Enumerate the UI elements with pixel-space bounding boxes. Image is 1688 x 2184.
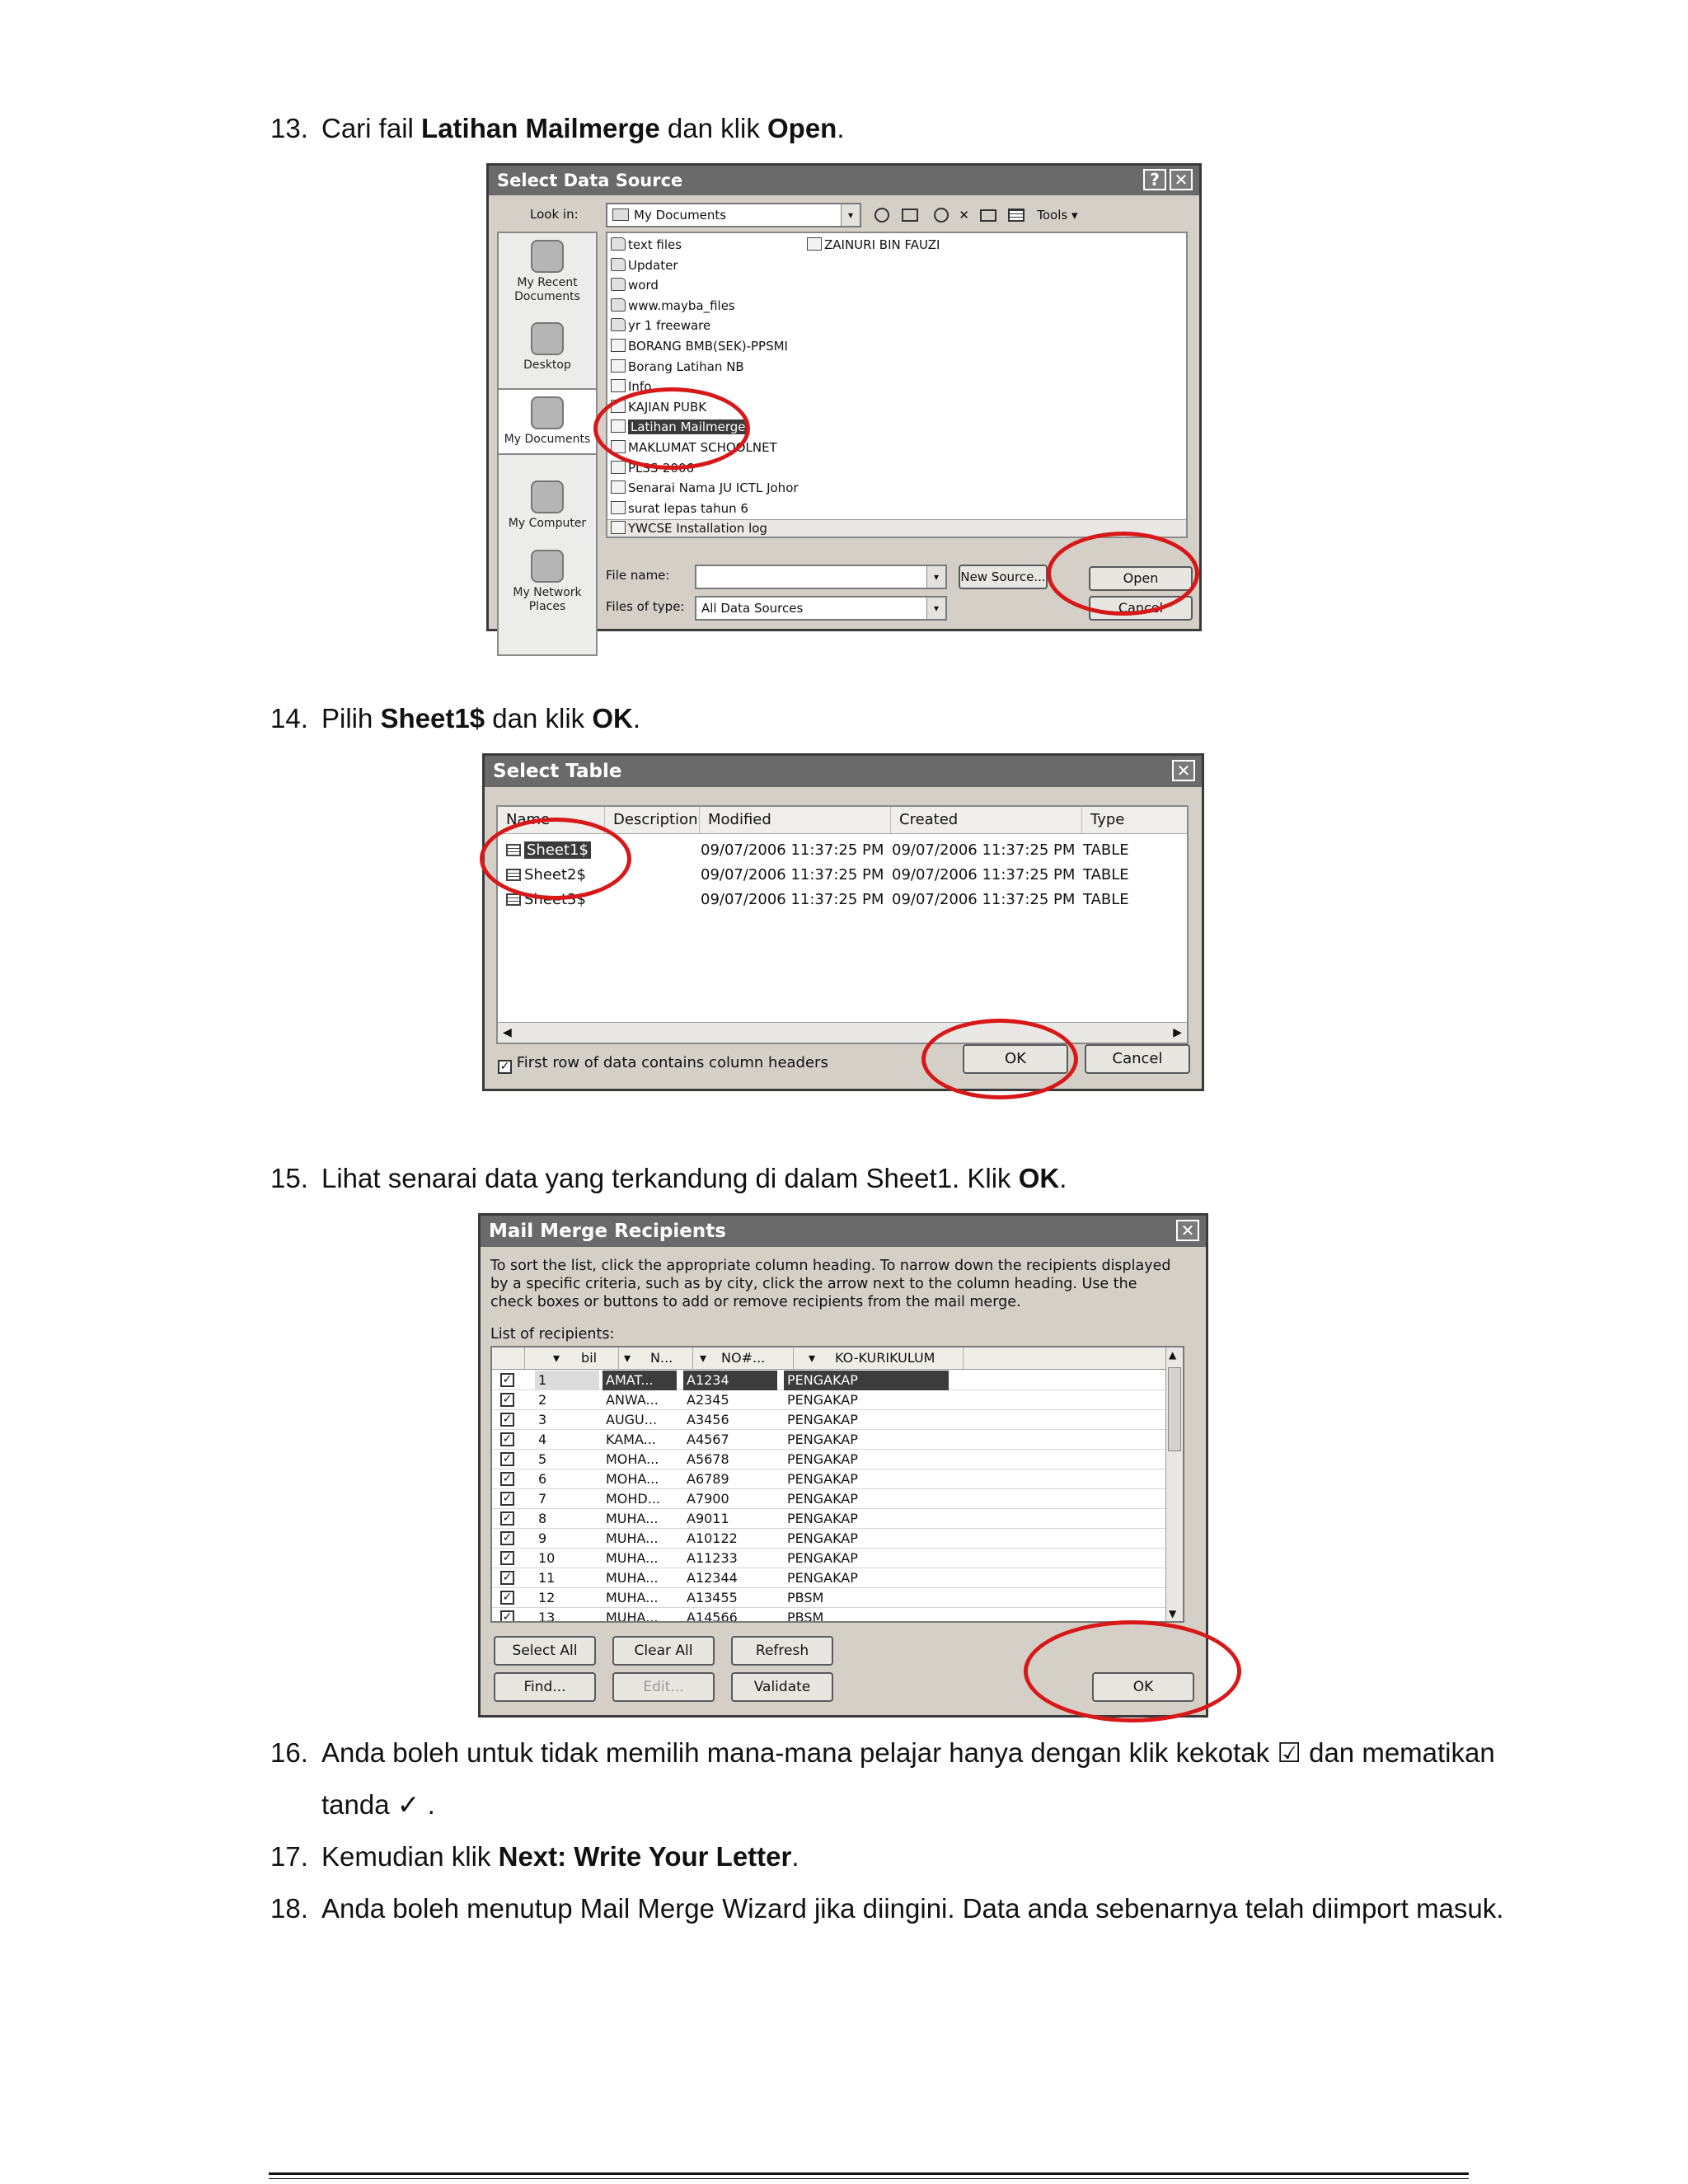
file-item[interactable]: BORANG BMB(SEK)-PPSMI xyxy=(611,336,788,356)
views-icon[interactable] xyxy=(1008,209,1025,222)
table-cell-created: 09/07/2006 11:37:25 PM xyxy=(892,891,1076,908)
new-folder-icon[interactable] xyxy=(980,209,996,222)
dialog-title: Select Table xyxy=(485,756,1202,787)
recipient-checkbox[interactable]: ✓ xyxy=(500,1531,514,1545)
horizontal-scrollbar[interactable] xyxy=(498,1022,1187,1043)
table-cell-type: TABLE xyxy=(1083,866,1129,883)
recipient-checkbox[interactable]: ✓ xyxy=(500,1551,514,1565)
up-folder-icon[interactable] xyxy=(902,209,918,222)
recipients-list[interactable] xyxy=(490,1346,1184,1623)
recipient-cell-bil: 11 xyxy=(538,1570,556,1586)
filter-arrow-icon[interactable]: ▾ xyxy=(700,1350,707,1366)
footer-rule xyxy=(269,2172,1469,2175)
step-14: 14. Pilih Sheet1$ dan klik OK. xyxy=(270,703,641,733)
recipient-row[interactable] xyxy=(492,1489,1168,1509)
recipient-cell-no: A14566 xyxy=(687,1610,738,1623)
chevron-down-icon: ▾ xyxy=(926,598,945,619)
recipient-cell-bil: 3 xyxy=(538,1412,547,1427)
document-icon xyxy=(611,480,626,494)
cancel-button[interactable]: Cancel xyxy=(1089,596,1193,621)
recipient-cell-n: MOHA... xyxy=(606,1471,659,1487)
recipient-cell-ko: PENGAKAP xyxy=(787,1491,858,1507)
col-bil[interactable]: ▾ bil xyxy=(525,1347,619,1369)
folder-icon xyxy=(611,258,626,271)
tools-menu[interactable]: Tools ▾ xyxy=(1037,208,1078,223)
recipient-cell-ko: PENGAKAP xyxy=(787,1471,858,1487)
scroll-down-icon[interactable]: ▼ xyxy=(1169,1608,1177,1619)
recipient-row[interactable] xyxy=(492,1568,1168,1588)
recipient-cell-n: ANWA... xyxy=(606,1392,659,1408)
chevron-down-icon: ▾ xyxy=(841,204,860,226)
recipient-row[interactable] xyxy=(492,1430,1168,1450)
look-in-label: Look in: xyxy=(530,207,579,222)
help-button[interactable]: ? xyxy=(1143,169,1166,190)
recipient-cell-bil: 10 xyxy=(538,1550,556,1566)
my-documents-icon xyxy=(531,396,564,429)
folder-icon xyxy=(611,318,626,331)
recipient-cell-no: A6789 xyxy=(687,1471,729,1487)
recipient-cell-bil: 6 xyxy=(538,1471,547,1487)
table-name-cell: Sheet1$ xyxy=(506,838,591,863)
file-item[interactable]: PLSS-2006 xyxy=(611,458,694,478)
recipient-cell-bil: 1 xyxy=(535,1371,599,1390)
file-item[interactable]: word xyxy=(611,275,659,295)
document-icon xyxy=(611,339,626,352)
filter-arrow-icon[interactable]: ▾ xyxy=(553,1350,560,1366)
step-13: 13. Cari fail Latihan Mailmerge dan klik Open. xyxy=(270,113,845,143)
checkbox-checked[interactable]: ✓ xyxy=(498,1060,512,1074)
filter-arrow-icon[interactable]: ▾ xyxy=(809,1350,816,1366)
recipient-row[interactable] xyxy=(492,1469,1168,1489)
recipient-cell-n: MUHA... xyxy=(606,1550,659,1566)
recipient-row[interactable] xyxy=(492,1509,1168,1529)
recipient-cell-bil: 4 xyxy=(538,1432,547,1447)
recipient-cell-n: KAMA... xyxy=(606,1432,656,1447)
file-list[interactable] xyxy=(606,232,1188,538)
file-item[interactable]: surat lepas tahun 6 xyxy=(611,499,748,518)
recipient-cell-ko: PENGAKAP xyxy=(787,1550,858,1566)
files-of-type-label: Files of type: xyxy=(606,599,685,614)
scroll-thumb[interactable] xyxy=(1168,1367,1181,1451)
find-button[interactable]: Find... xyxy=(494,1672,596,1702)
recipient-checkbox[interactable]: ✓ xyxy=(500,1472,514,1486)
place-my-documents[interactable]: My Documents xyxy=(499,388,596,455)
recipient-row[interactable] xyxy=(492,1608,1168,1623)
recipient-row[interactable] xyxy=(492,1390,1168,1410)
col-ko-kurikulum[interactable]: ▾ KO-KURIKULUM xyxy=(794,1347,964,1369)
recipient-cell-n: MUHA... xyxy=(606,1511,659,1526)
step-18: 18. Anda boleh menutup Mail Merge Wizard jika diingini. Data anda sebenarnya telah diimport masuk. xyxy=(270,1893,1504,1924)
new-source-button[interactable]: New Source... xyxy=(959,565,1048,589)
place-my-recent-documents[interactable]: My Recent Documents xyxy=(499,240,596,304)
toolbar xyxy=(874,204,1078,227)
recipient-checkbox[interactable]: ✓ xyxy=(500,1413,514,1427)
place-my-computer[interactable]: My Computer xyxy=(499,480,596,531)
chevron-down-icon: ▾ xyxy=(926,566,945,588)
clear-all-button[interactable]: Clear All xyxy=(612,1636,715,1666)
recipient-row[interactable] xyxy=(492,1549,1168,1568)
open-button[interactable]: Open xyxy=(1089,566,1193,591)
recipient-cell-ko: PENGAKAP xyxy=(787,1392,858,1408)
table-name-cell: Sheet3$ xyxy=(506,888,586,912)
recipient-cell-ko: PBSM xyxy=(787,1610,824,1623)
recipient-cell-no: A13455 xyxy=(687,1590,738,1605)
recipient-cell-bil: 9 xyxy=(538,1530,547,1546)
step-15: 15. Lihat senarai data yang terkandung di dalam Sheet1. Klik OK. xyxy=(270,1163,1067,1193)
recipient-cell-ko: PENGAKAP xyxy=(787,1451,858,1467)
recipient-cell-bil: 13 xyxy=(538,1610,556,1623)
highlight-ring-sheet1 xyxy=(480,818,631,900)
document-icon xyxy=(611,521,626,534)
network-places-icon xyxy=(531,550,564,583)
recipient-cell-bil: 12 xyxy=(538,1590,556,1605)
file-item[interactable]: Info xyxy=(611,377,651,396)
recipient-cell-n: AMAT... xyxy=(603,1371,677,1390)
scroll-up-icon[interactable]: ▲ xyxy=(1169,1349,1177,1361)
back-icon[interactable] xyxy=(874,208,889,223)
step-16: 16. Anda boleh untuk tidak memilih mana-mana pelajar hanya dengan klik kekotak ☑ dan mematikan xyxy=(270,1737,1495,1768)
places-bar xyxy=(497,232,598,656)
col-type[interactable]: Type xyxy=(1090,811,1125,828)
recipient-cell-no: A10122 xyxy=(687,1530,738,1546)
place-desktop[interactable]: Desktop xyxy=(499,322,596,373)
validate-button[interactable]: Validate xyxy=(731,1672,833,1702)
step-17: 17. Kemudian klik Next: Write Your Letter. xyxy=(270,1841,799,1872)
col-n[interactable]: ▾ N... xyxy=(619,1347,693,1369)
recipient-checkbox[interactable]: ✓ xyxy=(500,1452,514,1466)
recipient-cell-n: MUHA... xyxy=(606,1530,659,1546)
recipient-cell-no: A7900 xyxy=(687,1491,729,1507)
recipient-cell-no: A4567 xyxy=(687,1432,729,1447)
recipient-cell-no: A1234 xyxy=(683,1371,777,1390)
file-item[interactable]: Latihan Mailmerge xyxy=(611,417,748,437)
document-icon xyxy=(611,359,626,373)
file-item[interactable]: ZAINURI BIN FAUZI xyxy=(807,235,940,255)
recipients-header xyxy=(492,1347,1183,1370)
desktop-icon xyxy=(531,322,564,355)
ok-button[interactable]: OK xyxy=(1092,1672,1194,1702)
my-computer-icon xyxy=(531,480,564,513)
document-icon xyxy=(611,379,626,392)
files-of-type-dropdown[interactable]: All Data Sources ▾ xyxy=(695,596,947,621)
table-cell-created: 09/07/2006 11:37:25 PM xyxy=(892,866,1076,883)
recipient-checkbox[interactable]: ✓ xyxy=(500,1393,514,1407)
col-no[interactable]: ▾ NO#... xyxy=(693,1347,794,1369)
recipient-cell-ko: PENGAKAP xyxy=(787,1511,858,1526)
footer-rule-thin xyxy=(269,2178,1469,2179)
document-icon xyxy=(611,501,626,514)
ok-button[interactable]: OK xyxy=(963,1044,1068,1074)
close-button[interactable]: ✕ xyxy=(1170,169,1193,190)
list-of-recipients-label: List of recipients: xyxy=(490,1326,615,1343)
folder-icon xyxy=(611,278,626,291)
col-created[interactable]: Created xyxy=(891,807,1082,833)
recipient-cell-no: A9011 xyxy=(687,1511,729,1526)
cancel-button[interactable]: Cancel xyxy=(1085,1044,1190,1074)
folder-icon xyxy=(612,209,629,221)
search-web-icon[interactable] xyxy=(934,208,949,223)
recipient-cell-ko: PENGAKAP xyxy=(787,1530,858,1546)
vertical-scrollbar[interactable] xyxy=(1165,1347,1183,1621)
recipient-row[interactable] xyxy=(492,1450,1168,1469)
scroll-right-icon[interactable]: ▶ xyxy=(1173,1026,1182,1039)
file-item[interactable]: text files xyxy=(611,235,682,255)
recipient-cell-no: A12344 xyxy=(687,1570,738,1586)
table-cell-modified: 09/07/2006 11:37:25 PM xyxy=(701,841,884,859)
recipient-cell-bil: 8 xyxy=(538,1511,547,1526)
recipient-row[interactable] xyxy=(492,1529,1168,1549)
close-button[interactable]: ✕ xyxy=(1172,760,1195,781)
recipient-cell-no: A2345 xyxy=(687,1392,729,1408)
recipient-checkbox[interactable]: ✓ xyxy=(500,1492,514,1506)
file-name-input[interactable] xyxy=(695,565,947,589)
recipient-checkbox[interactable]: ✓ xyxy=(500,1511,514,1526)
recipient-cell-bil: 5 xyxy=(538,1451,547,1467)
select-all-button[interactable]: Select All xyxy=(494,1636,596,1666)
dialog-title: Select Data Source xyxy=(489,166,1199,195)
highlight-ring-open xyxy=(1047,532,1199,616)
recipient-cell-n: MUHA... xyxy=(606,1570,659,1586)
recipient-checkbox[interactable]: ✓ xyxy=(500,1432,514,1446)
close-button[interactable]: ✕ xyxy=(1176,1220,1199,1241)
table-cell-modified: 09/07/2006 11:37:25 PM xyxy=(701,866,884,883)
col-modified[interactable]: Modified xyxy=(700,807,891,833)
recipient-cell-no: A11233 xyxy=(687,1550,738,1566)
recipient-cell-bil: 2 xyxy=(538,1392,547,1408)
file-item[interactable]: yr 1 freeware xyxy=(611,316,710,335)
recipient-cell-ko: PENGAKAP xyxy=(787,1412,858,1427)
recipient-cell-n: MUHA... xyxy=(606,1610,659,1623)
recipient-row[interactable] xyxy=(492,1410,1168,1430)
file-item[interactable]: Updater xyxy=(611,255,678,275)
delete-icon[interactable]: ✕ xyxy=(959,208,969,223)
col-description[interactable]: Description xyxy=(605,807,700,833)
recent-documents-icon xyxy=(531,240,564,273)
recipient-cell-ko: PENGAKAP xyxy=(784,1371,949,1390)
table-icon xyxy=(506,893,521,906)
look-in-dropdown[interactable]: My Documents ▾ xyxy=(606,203,861,227)
recipient-cell-ko: PENGAKAP xyxy=(787,1570,858,1586)
recipient-cell-bil: 7 xyxy=(538,1491,547,1507)
recipient-cell-n: AUGU... xyxy=(606,1412,658,1427)
place-my-network-places[interactable]: My Network Places xyxy=(499,550,596,614)
recipient-checkbox[interactable]: ✓ xyxy=(500,1373,514,1387)
highlight-ring-ok xyxy=(921,1019,1078,1099)
file-item[interactable]: www.mayba_files xyxy=(611,296,735,316)
recipient-cell-no: A3456 xyxy=(687,1412,729,1427)
first-row-headers-option[interactable]: ✓ First row of data contains column headers xyxy=(498,1054,828,1074)
recipient-cell-ko: PENGAKAP xyxy=(787,1432,858,1447)
dialog-title: Mail Merge Recipients xyxy=(481,1216,1206,1247)
highlight-ring-ok xyxy=(1024,1620,1241,1722)
table-cell-type: TABLE xyxy=(1083,841,1129,859)
document-icon xyxy=(611,461,626,474)
file-item[interactable]: MAKLUMAT SCHOOLNET xyxy=(611,438,777,457)
col-checkbox xyxy=(492,1347,525,1369)
edit-button[interactable]: Edit... xyxy=(612,1672,715,1702)
file-item[interactable]: YWCSE Installation log xyxy=(611,518,767,538)
recipient-cell-no: A5678 xyxy=(687,1451,729,1467)
filter-arrow-icon[interactable]: ▾ xyxy=(624,1350,631,1366)
highlight-ring-latihan-mailmerge xyxy=(593,387,750,470)
recipient-row[interactable] xyxy=(492,1371,1168,1390)
recipient-checkbox[interactable]: ✓ xyxy=(500,1610,514,1623)
recipient-cell-n: MOHA... xyxy=(606,1451,659,1467)
recipient-checkbox[interactable]: ✓ xyxy=(500,1571,514,1585)
folder-icon xyxy=(611,237,626,251)
document-icon xyxy=(807,237,822,251)
recipient-row[interactable] xyxy=(492,1588,1168,1608)
col-name[interactable]: Name xyxy=(498,807,605,833)
recipient-checkbox[interactable]: ✓ xyxy=(500,1591,514,1605)
select-table-dialog xyxy=(482,753,1204,1091)
file-item[interactable]: KAJIAN PUBK xyxy=(611,397,706,417)
table-cell-modified: 09/07/2006 11:37:25 PM xyxy=(701,891,884,908)
table-cell-created: 09/07/2006 11:37:25 PM xyxy=(892,841,1076,859)
step-16-line2: tanda ✓ . xyxy=(321,1789,435,1820)
table-cell-type: TABLE xyxy=(1083,891,1129,908)
instructions-text: To sort the list, click the appropriate column heading. To narrow down the recipients displayed by a specific criteria, such as by city, click the arrow next to the column heading. Use the check boxes or buttons to add or remove recipients from the mail merge. xyxy=(490,1258,1171,1310)
table-name-cell: Sheet2$ xyxy=(506,863,586,888)
refresh-button[interactable]: Refresh xyxy=(731,1636,833,1666)
folder-icon xyxy=(611,298,626,312)
recipient-cell-ko: PBSM xyxy=(787,1590,824,1605)
file-name-label: File name: xyxy=(606,568,670,583)
recipient-cell-n: MUHA... xyxy=(606,1590,659,1605)
recipient-cell-n: MOHD... xyxy=(606,1491,661,1507)
scroll-left-icon[interactable]: ◀ xyxy=(503,1026,512,1039)
file-item[interactable]: Senarai Nama JU ICTL Johor xyxy=(611,478,799,498)
file-item[interactable]: Borang Latihan NB xyxy=(611,357,744,377)
